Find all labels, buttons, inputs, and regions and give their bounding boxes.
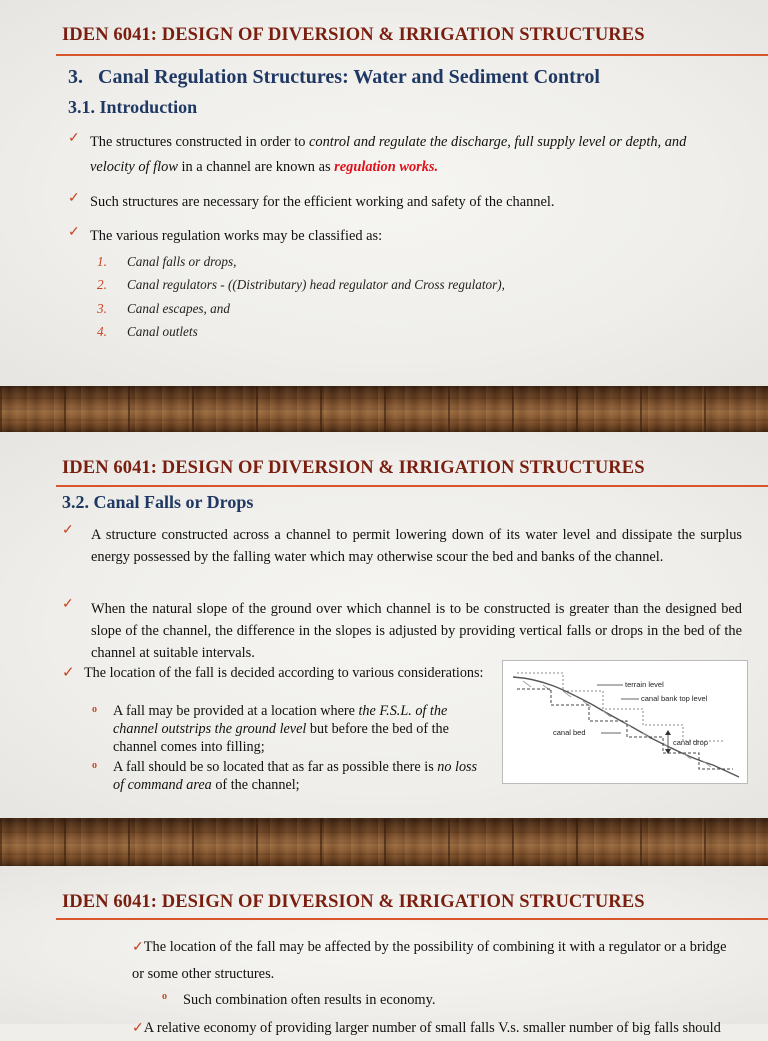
bullet-1-end: . <box>434 159 439 175</box>
header-rule <box>56 54 768 56</box>
bullet-2 <box>62 598 742 664</box>
list-item <box>97 297 505 320</box>
canal-bank-label: canal bank top level <box>641 694 708 703</box>
wood-floor-divider <box>0 818 768 866</box>
title-text: Canal Regulation Structures: Water and Sediment Control <box>98 66 600 88</box>
list-item <box>97 250 505 273</box>
sub-bullet-2 <box>92 758 490 794</box>
list-text: Canal outlets <box>127 323 198 339</box>
sub-bullet-1 <box>92 702 490 756</box>
check-icon: ✓ <box>132 1021 144 1036</box>
sub-1-post: but before the bed of the channel comes into filling; <box>113 721 449 755</box>
bullet-2-text: A relative economy of providing larger number of small falls V.s. smaller number of big falls should <box>143 1020 721 1036</box>
bullet-3-text: The location of the fall is decided according to various considerations: <box>84 665 484 681</box>
terrain-level-label: terrain level <box>625 680 664 689</box>
bullet-2-partial <box>132 1016 742 1041</box>
check-icon: ✓ <box>62 665 75 681</box>
list-item <box>97 320 505 343</box>
bullet-1-pre: The structures constructed in order to <box>90 134 309 150</box>
check-icon: ✓ <box>62 597 74 612</box>
canal-drop-label: canal drop <box>673 738 709 747</box>
bullet-1 <box>62 524 742 568</box>
bullet-1-text: A structure constructed across a channel to permit lowering down of its water level and dissipate the surplus energy possessed by the falling water which may otherwise scour the bed and banks of the channel. <box>91 527 742 565</box>
bullet-2-text: When the natural slope of the ground over which channel is to be constructed is greater than the designed bed slope of the channel, the difference in the slopes is adjusted by providing vertical falls or drops in the bed of the channel at suitable intervals. <box>91 601 742 661</box>
list-num: 4. <box>97 323 107 339</box>
list-num: 1. <box>97 254 107 269</box>
drop-arrow-head-top <box>665 730 671 735</box>
course-header: IDEN 6041: DESIGN OF DIVERSION & IRRIGATION STRUCTURES <box>62 458 645 478</box>
course-header: IDEN 6041: DESIGN OF DIVERSION & IRRIGATION STRUCTURES <box>62 25 645 45</box>
check-icon: ✓ <box>68 225 80 240</box>
list-num: 2. <box>97 277 107 293</box>
canal-bed-label: canal bed <box>553 728 586 737</box>
bullet-1 <box>68 130 728 180</box>
sub-2-em: no loss of command area <box>113 759 478 793</box>
circle-bullet-icon: o <box>92 704 97 715</box>
sub-1-pre: A fall may be provided at a location where <box>113 703 359 719</box>
regulation-works-list <box>97 250 505 343</box>
list-text: Canal escapes, and <box>127 300 230 316</box>
sub-2-post: of the channel; <box>211 777 300 793</box>
sub-1-em: the F.S.L. of the channel outstrips the ground level <box>113 703 448 737</box>
check-icon: ✓ <box>132 940 144 955</box>
canal-drop-diagram <box>502 660 748 784</box>
sub-bullet-1 <box>162 988 722 1013</box>
check-icon: ✓ <box>68 131 80 146</box>
bullet-1-text: The location of the fall may be affected by the possibility of combining it with a regulator or a bridge or some other structures. <box>132 939 727 982</box>
sub-1-text: Such combination often results in economy. <box>183 992 436 1008</box>
slide-subtitle: 3.1. Introduction <box>68 97 198 117</box>
check-icon: ✓ <box>68 191 80 206</box>
circle-bullet-icon: o <box>92 760 97 771</box>
section-number: 3. <box>68 66 83 88</box>
slide-3 <box>0 866 768 1036</box>
bullet-1-em: control and regulate the discharge, full supply level or depth, and velocity of flow <box>90 134 687 175</box>
bullet-3 <box>68 224 728 249</box>
slide-2 <box>0 432 768 818</box>
header-rule <box>56 485 768 487</box>
wood-floor-divider <box>0 386 768 432</box>
terrain-line <box>513 677 739 777</box>
course-header: IDEN 6041: DESIGN OF DIVERSION & IRRIGATION STRUCTURES <box>62 892 645 912</box>
list-text: Canal falls or drops, <box>127 254 237 269</box>
bullet-1 <box>132 934 742 988</box>
list-item <box>97 273 505 296</box>
bullet-2-text: Such structures are necessary for the efficient working and safety of the channel. <box>90 194 555 210</box>
header-rule <box>56 918 768 920</box>
bullet-1-mid: in a channel are known as <box>177 159 335 175</box>
slide-subtitle: 3.2. Canal Falls or Drops <box>62 492 254 512</box>
list-text: Canal regulators - ((Distributary) head regulator and Cross regulator), <box>127 277 505 293</box>
circle-bullet-icon: o <box>162 991 167 1002</box>
regulation-works-term: regulation works <box>334 159 435 175</box>
check-icon: ✓ <box>62 523 74 538</box>
sub-2-pre: A fall should be so located that as far as possible there is <box>113 759 438 775</box>
list-num: 3. <box>97 300 107 316</box>
slide-title <box>68 66 600 89</box>
slide-1 <box>0 0 768 386</box>
bullet-3 <box>62 664 490 682</box>
bullet-2 <box>68 190 728 215</box>
bullet-3-text: The various regulation works may be classified as: <box>90 228 383 244</box>
